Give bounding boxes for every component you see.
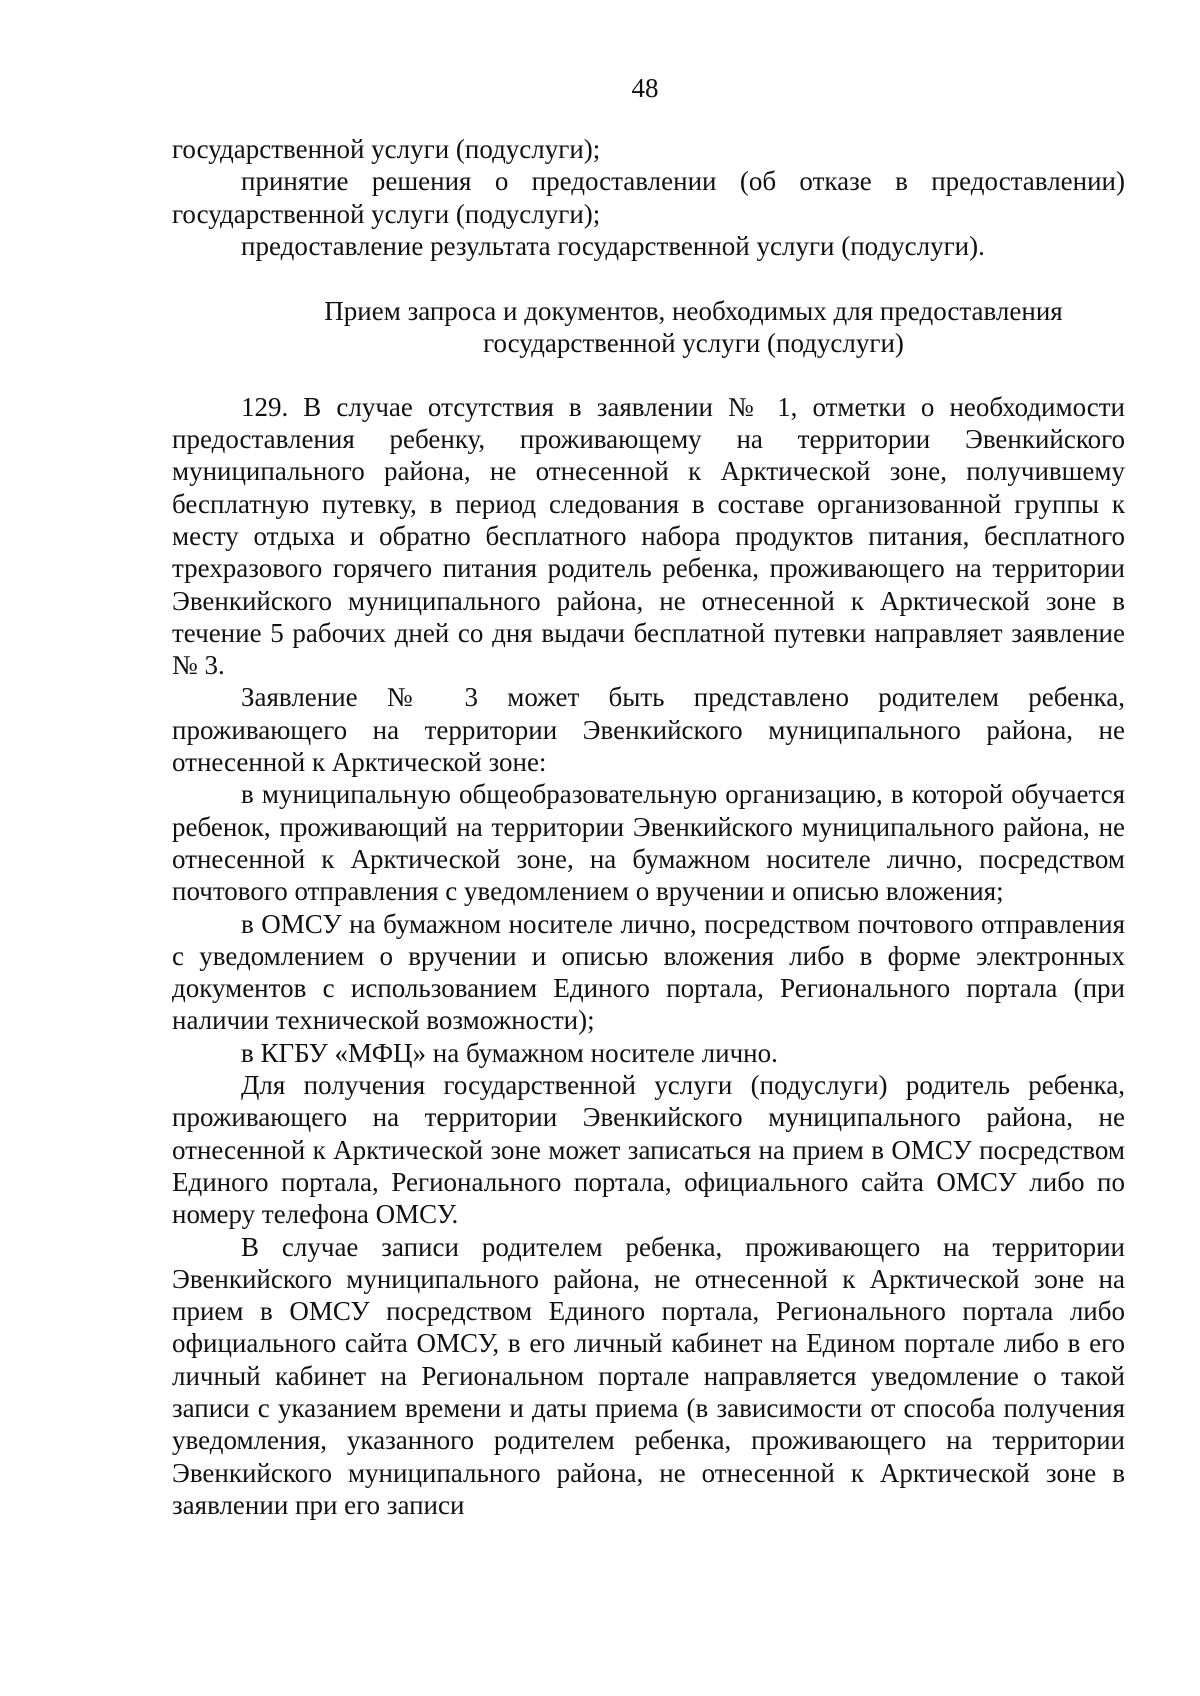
body-paragraph: Для получения государственной услуги (подуслуги) родитель ребенка, проживающего на территории Эвенкийского муниципального района, не отнесенной к Арктической зоне может записаться на прием в ОМСУ посредством Единого портала, Регионального портала, официального сайта ОМСУ либо по номеру телефона ОМСУ. bbox=[172, 1070, 1125, 1230]
body-paragraph: Заявление № 3 может быть представлено родителем ребенка, проживающего на территории Эвенкийского муниципального района, не отнесенной к Арктической зоне: bbox=[172, 682, 1125, 778]
section-heading-line: государственной услуги (подуслуги) bbox=[483, 328, 904, 359]
page-number: 48 bbox=[631, 73, 659, 103]
section-heading-line: Прием запроса и документов, необходимых для предоставления bbox=[324, 296, 1063, 327]
body-paragraph: 129. В случае отсутствия в заявлении № 1, отметки о необходимости предоставления ребенку, проживающему на территории Эвенкийского муниципального района, не отнесенной к Арктической зоне, получившему бесплатную путевку, в период следования в составе организованной группы к месту отдыха и обратно бесплатного набора продуктов питания, бесплатного трехразового горячего питания родитель ребенка, проживающего на территории Эвенкийского муниципального района, не отнесенной к Арктической зоне в течение 5 рабочих дней со дня выдачи бесплатной путевки направляет заявление № 3. bbox=[172, 391, 1125, 681]
body-paragraph: в КГБУ «МФЦ» на бумажном носителе лично. bbox=[241, 1037, 778, 1068]
section-heading bbox=[172, 295, 1125, 360]
body-paragraph: в муниципальную общеобразовательную организацию, в которой обучается ребенок, проживающий на территории Эвенкийского муниципального района, не отнесенной к Арктической зоне, на бумажном носителе лично, посредством почтового отправления с уведомлением о вручении и описью вложения; bbox=[172, 779, 1125, 907]
intro-paragraph: предоставление результата государственной услуги (подуслуги). bbox=[241, 230, 985, 261]
intro-paragraph: принятие решения о предоставлении (об отказе в предоставлении) государственной услуги (подуслуги); bbox=[172, 166, 1125, 229]
body-paragraph: в ОМСУ на бумажном носителе лично, посредством почтового отправления с уведомлением о вручении и описью вложения либо в форме электронных документов с использованием Единого портала, Регионального портала (при наличии технической возможности); bbox=[172, 908, 1125, 1036]
document-body bbox=[172, 133, 1125, 1521]
body-paragraph: В случае записи родителем ребенка, проживающего на территории Эвенкийского муниципального района, не отнесенной к Арктической зоне на прием в ОМСУ посредством Единого портала, Регионального портала либо официального сайта ОМСУ, в его личный кабинет на Едином портале либо в его личный кабинет на Региональном портале направляется уведомление о такой записи с указанием времени и даты приема (в зависимости от способа получения уведомления, указанного родителем ребенка, проживающего на территории Эвенкийского муниципального района, не отнесенной к Арктической зоне в заявлении при его записи bbox=[172, 1231, 1125, 1520]
intro-paragraph: государственной услуги (подуслуги); bbox=[172, 134, 601, 164]
